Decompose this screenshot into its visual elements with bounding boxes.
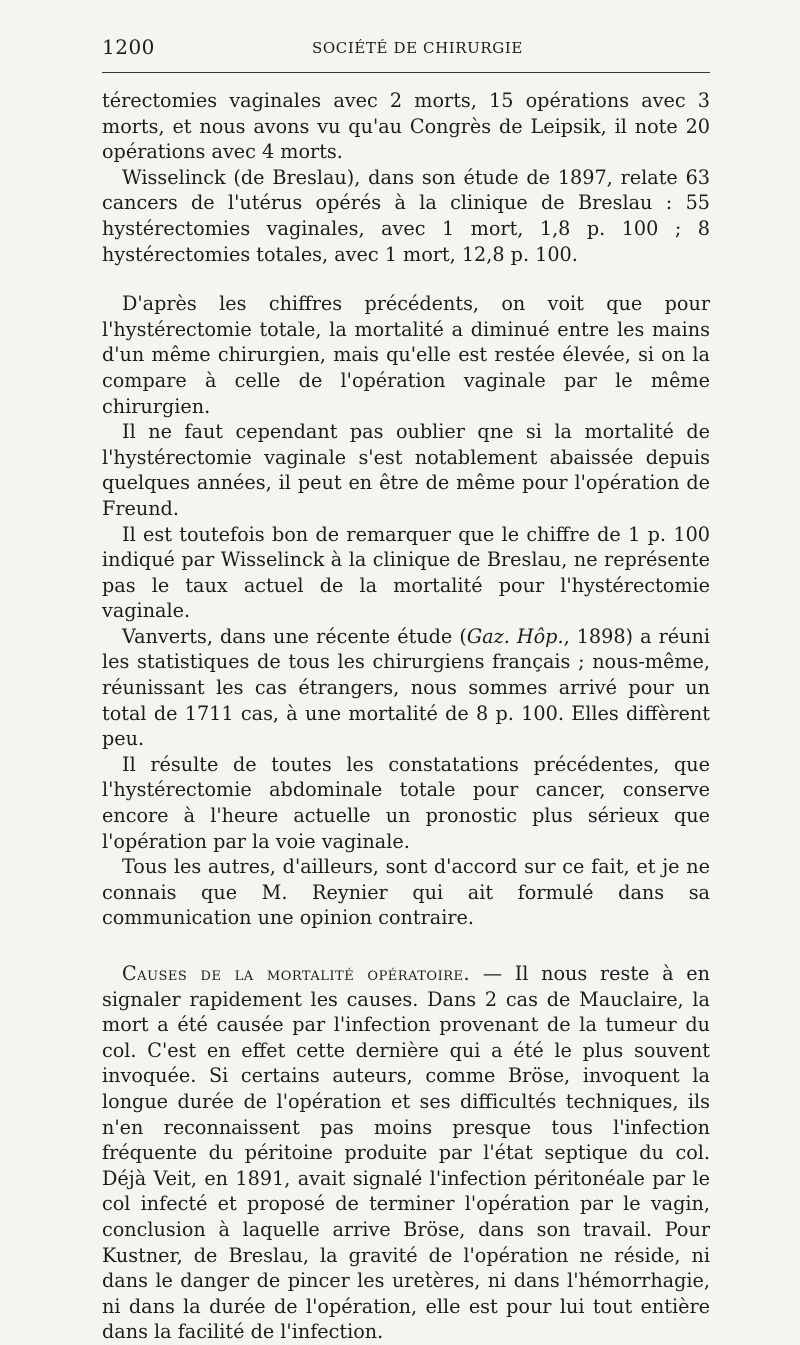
page-number: 1200	[102, 35, 155, 59]
page-header	[102, 34, 710, 60]
body-text	[102, 88, 710, 1345]
journal-title: Gaz. Hôp.	[466, 624, 564, 648]
running-title: SOCIÉTÉ DE CHIRURGIE	[312, 39, 523, 57]
causes-text: — Il nous reste à en signaler rapidement les causes. Dans 2 cas de Mauclaire, la mort a été causée par l'infection provenant de la tumeur du col. C'est en effet cette dernière qui a été le plus souvent invoquée. Si certains auteurs, comme Bröse, invoquent la longue durée de l'opération et ses difficultés techniques, ils n'en reconnaissent pas moins presque tous l'infection fréquente du péritoine produite par l'état septique du col. Déjà Veit, en 1891, avait signalé l'infection péritonéale par le col infecté et proposé de terminer l'opération par le vagin, conclusion à laquelle arrive Bröse, dans son travail. Pour Kustner, de Breslau, la gravité de l'opération ne réside, ni dans le danger de pincer les uretères, ni dans l'hémorrhagie, ni dans la durée de l'opération, elle est pour lui tout entière dans la facilité de l'infection.	[102, 962, 710, 1344]
paragraph-wisselinck: Wisselinck (de Breslau), dans son étude de 1897, relate 63 cancers de l'utérus opérés à la clinique de Breslau : 55 hystérectomies vaginales, avec 1 mort, 1,8 p. 100 ; 8 hystérectomies totales, avec 1 mort, 12,8 p. 100.	[102, 165, 710, 266]
paragraph-resulte: Il résulte de toutes les constatations précédentes, que l'hystérectomie abdominale totale pour cancer, conserve encore à l'heure actuelle un pronostic plus sérieux que l'opération par la voie vaginale.	[102, 752, 710, 853]
paragraph-freund: Il ne faut cependant pas oublier qne si la mortalité de l'hystérectomie vaginale s'est notablement abaissée depuis quelques années, il peut en être de même pour l'opération de Freund.	[102, 420, 710, 520]
paragraph-vanverts	[102, 624, 710, 752]
paragraph-remarque: Il est toutefois bon de remarquer que le chiffre de 1 p. 100 indiqué par Wisselinck à la clinique de Breslau, ne représente pas le taux actuel de la mortalité pour l'hystérectomie vaginale.	[102, 522, 710, 623]
paragraph-chiffres: D'après les chiffres précédents, on voit que pour l'hystérectomie totale, la mortalité a diminué entre les mains d'un même chirurgien, mais qu'elle est restée élevée, si on la compare à celle de l'opération vaginale par le même chirurgien.	[102, 292, 710, 418]
vanverts-text-before: Vanverts, dans une récente étude (	[122, 624, 467, 648]
paragraph-reynier: Tous les autres, d'ailleurs, sont d'accord sur ce fait, et je ne connais que M. Reynier qui ait formulé dans sa communication une opinion contraire.	[102, 855, 710, 930]
paragraph-causes	[102, 961, 710, 1345]
section-heading-causes: Causes de la mortalité opératoire.	[122, 962, 471, 985]
vanverts-text-after: , 1898) a réuni les statistiques de tous les chirurgiens français ; nous-même, réunissant les cas étrangers, nous sommes arrivé pour un total de 1711 cas, à une mortalité de 8 p. 100. Elles diffèrent peu.	[102, 624, 710, 751]
header-rule	[102, 72, 710, 73]
paragraph-continued: térectomies vaginales avec 2 morts, 15 opérations avec 3 morts, et nous avons vu qu'au Congrès de Leipsik, il note 20 opérations avec 4 morts.	[102, 89, 710, 164]
